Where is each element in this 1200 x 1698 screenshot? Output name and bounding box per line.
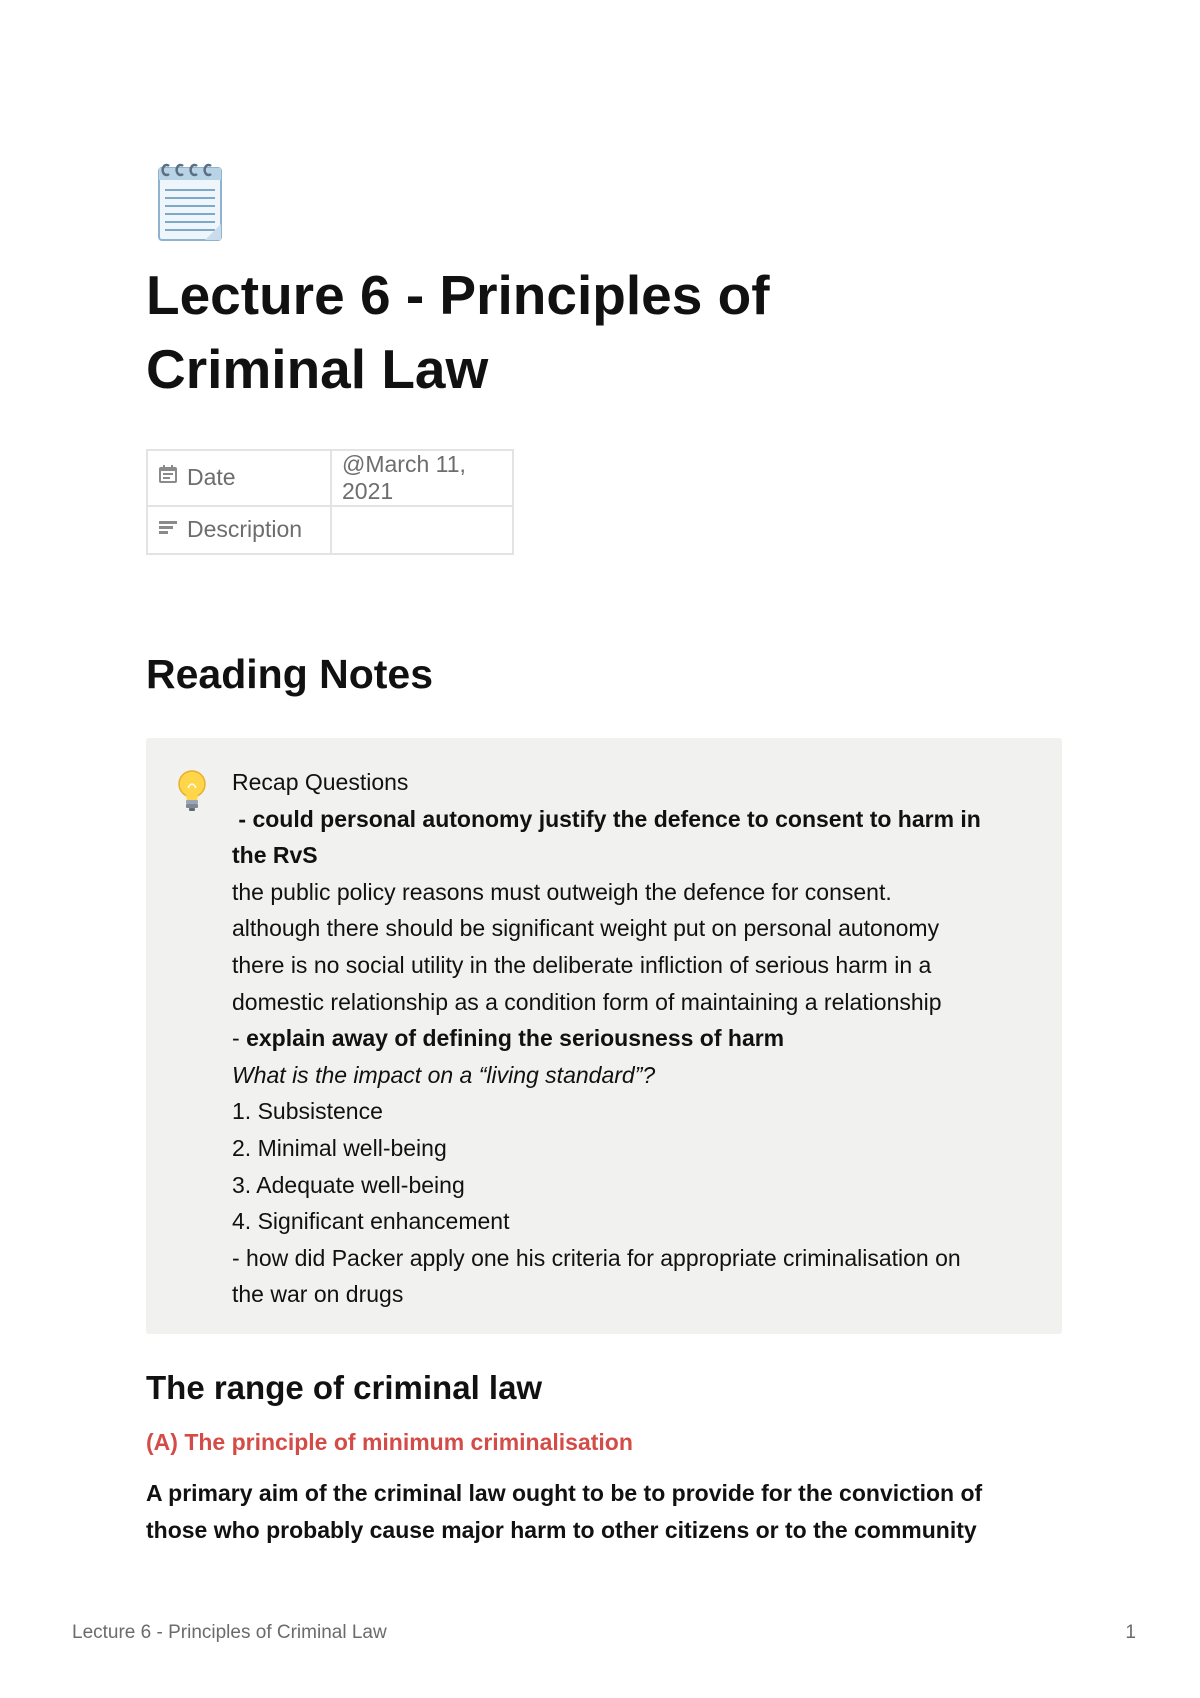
page-title-line-2: Criminal Law	[146, 338, 489, 400]
property-value-date[interactable]: @March 11, 2021	[331, 450, 513, 506]
properties-table	[146, 449, 514, 555]
property-row-date	[147, 450, 513, 506]
callout-italic-line: What is the impact on a “living standard”?	[232, 1061, 656, 1088]
heading-principle-a: (A) The principle of minimum criminalisation	[146, 1429, 633, 1455]
calendar-icon	[158, 463, 178, 490]
callout-question: - could personal autonomy justify the defence to consent to harm in	[232, 805, 981, 832]
lightbulb-icon	[174, 768, 210, 812]
callout-line: Recap Questions	[232, 769, 409, 795]
footer-doc-title: Lecture 6 - Principles of Criminal Law	[72, 1622, 387, 1643]
paragraph-line: A primary aim of the criminal law ought to be to provide for the conviction of	[146, 1480, 983, 1506]
callout-line: domestic relationship as a condition form of maintaining a relationship	[232, 988, 942, 1015]
list-item: 2. Minimal well-being	[232, 1134, 447, 1161]
paragraph-line: those who probably cause major harm to other citizens or to the community	[146, 1516, 977, 1543]
callout-question-text: explain away of defining the seriousness of harm	[246, 1025, 785, 1052]
dash-prefix: -	[232, 1025, 247, 1052]
callout-line: although there should be significant weight put on personal autonomy	[232, 915, 940, 942]
recap-callout	[146, 738, 1062, 1334]
heading-range-of-criminal-law: The range of criminal law	[146, 1369, 543, 1406]
callout-question	[232, 1020, 1032, 1057]
property-label-description: Description	[187, 515, 303, 542]
property-key-date	[147, 450, 331, 506]
list-item: 4. Significant enhancement	[232, 1208, 510, 1235]
principle-a-paragraph	[146, 1475, 1066, 1548]
page-title	[146, 258, 1046, 406]
heading-reading-notes: Reading Notes	[146, 651, 434, 697]
property-value-description[interactable]	[331, 506, 513, 554]
callout-line: the war on drugs	[232, 1281, 404, 1308]
callout-line: the public policy reasons must outweigh the defence for consent.	[232, 878, 892, 905]
callout-line: - how did Packer apply one his criteria for appropriate criminalisation on	[232, 1244, 961, 1271]
text-lines-icon	[158, 515, 178, 542]
notepad-icon	[155, 158, 227, 242]
list-item: 3. Adequate well-being	[232, 1171, 465, 1198]
list-item: 1. Subsistence	[232, 1098, 383, 1125]
callout-line: there is no social utility in the deliberate infliction of serious harm in a	[232, 951, 932, 978]
callout-text	[232, 764, 1032, 1313]
callout-question: the RvS	[232, 842, 318, 869]
property-row-description	[147, 506, 513, 554]
page-title-line-1: Lecture 6 - Principles of	[146, 264, 770, 326]
property-key-description	[147, 506, 331, 554]
property-label-date: Date	[187, 463, 236, 490]
footer-page-number: 1	[1125, 1622, 1136, 1643]
